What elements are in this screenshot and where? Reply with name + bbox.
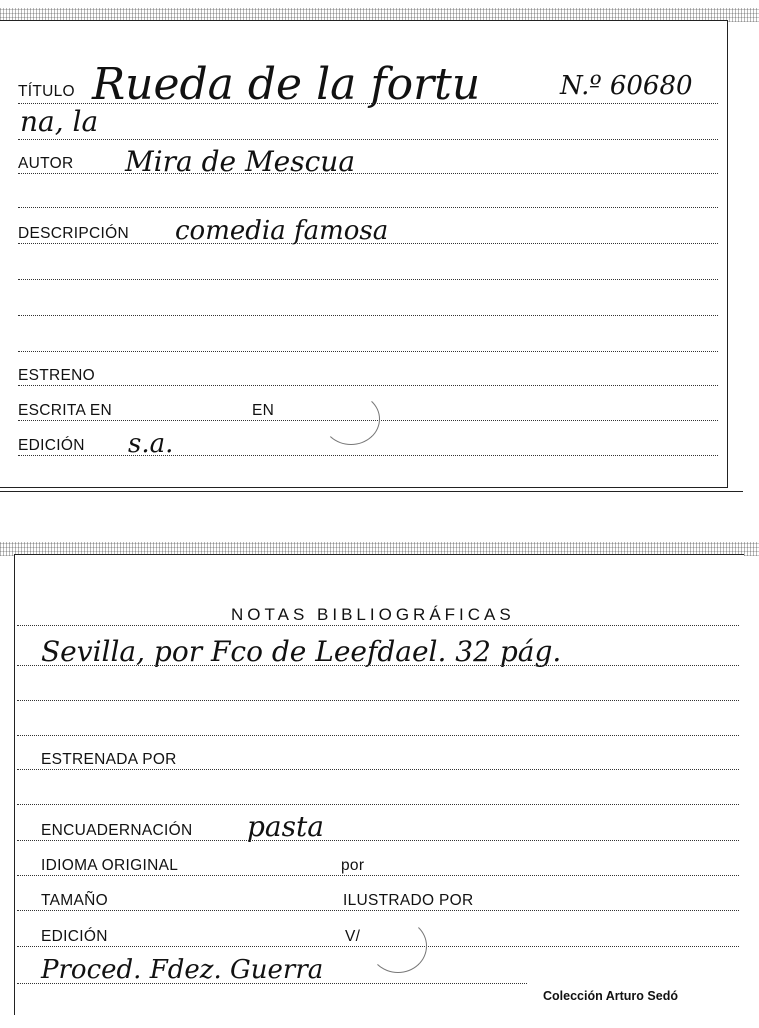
estrenada-rule bbox=[17, 769, 739, 770]
notas-heading: NOTAS BIBLIOGRÁFICAS bbox=[231, 605, 515, 624]
idioma-rule bbox=[17, 875, 739, 876]
escrita-en-label: ESCRITA EN bbox=[18, 402, 113, 419]
tamano-label: TAMAÑO bbox=[41, 892, 108, 909]
punch-hole-bottom bbox=[369, 919, 427, 973]
punch-hole-top bbox=[322, 393, 380, 445]
titulo-label: TÍTULO bbox=[18, 83, 75, 100]
edicion-rule bbox=[18, 455, 718, 456]
descripcion-rule bbox=[18, 243, 718, 244]
estreno-rule bbox=[18, 385, 718, 386]
estreno-label: ESTRENO bbox=[18, 367, 96, 384]
edicion-label-top: EDICIÓN bbox=[18, 437, 85, 454]
notes-value: Sevilla, por Fco de Leefdael. 32 pág. bbox=[41, 635, 562, 668]
notes-rule bbox=[17, 665, 739, 666]
edicion-value-top: s.a. bbox=[128, 429, 174, 459]
descripcion-label: DESCRIPCIÓN bbox=[18, 225, 129, 242]
idioma-original-label: IDIOMA ORIGINAL bbox=[41, 857, 179, 874]
titulo-number: N.º 60680 bbox=[560, 71, 693, 101]
blank-rule-5 bbox=[17, 700, 739, 701]
autor-rule bbox=[18, 173, 718, 174]
descripcion-value: comedia famosa bbox=[175, 216, 389, 246]
proced-value: Proced. Fdez. Guerra bbox=[41, 955, 324, 985]
proced-rule bbox=[17, 983, 527, 984]
v-label: V/ bbox=[345, 928, 361, 945]
blank-rule-6 bbox=[17, 735, 739, 736]
titulo-rule-2 bbox=[18, 139, 718, 140]
collection-credit: Colección Arturo Sedó bbox=[543, 989, 678, 1003]
blank-rule-2 bbox=[18, 279, 718, 280]
autor-label: AUTOR bbox=[18, 155, 74, 172]
encuadernacion-label: ENCUADERNACIÓN bbox=[41, 822, 193, 839]
por-label: por bbox=[341, 857, 365, 874]
estrenada-por-label: ESTRENADA POR bbox=[41, 751, 177, 768]
catalog-card-bottom bbox=[14, 554, 744, 1015]
encuadernacion-value: pasta bbox=[247, 810, 324, 843]
blank-rule-4 bbox=[18, 351, 718, 352]
titulo-value-line2: na, la bbox=[20, 105, 99, 138]
titulo-value-line1: Rueda de la fortu bbox=[92, 59, 481, 110]
edicion-label-bottom: EDICIÓN bbox=[41, 928, 108, 945]
blank-rule-3 bbox=[18, 315, 718, 316]
autor-value: Mira de Mescua bbox=[125, 145, 356, 178]
blank-rule-7 bbox=[17, 804, 739, 805]
catalog-card-top bbox=[0, 20, 728, 488]
tamano-rule bbox=[17, 910, 739, 911]
blank-rule-1 bbox=[18, 207, 718, 208]
ilustrado-por-label: ILUSTRADO POR bbox=[343, 892, 474, 909]
en-label: EN bbox=[252, 402, 275, 419]
card-separator bbox=[0, 491, 743, 492]
heading-rule bbox=[17, 625, 739, 626]
titulo-rule bbox=[18, 103, 718, 104]
encuadernacion-rule bbox=[17, 840, 739, 841]
